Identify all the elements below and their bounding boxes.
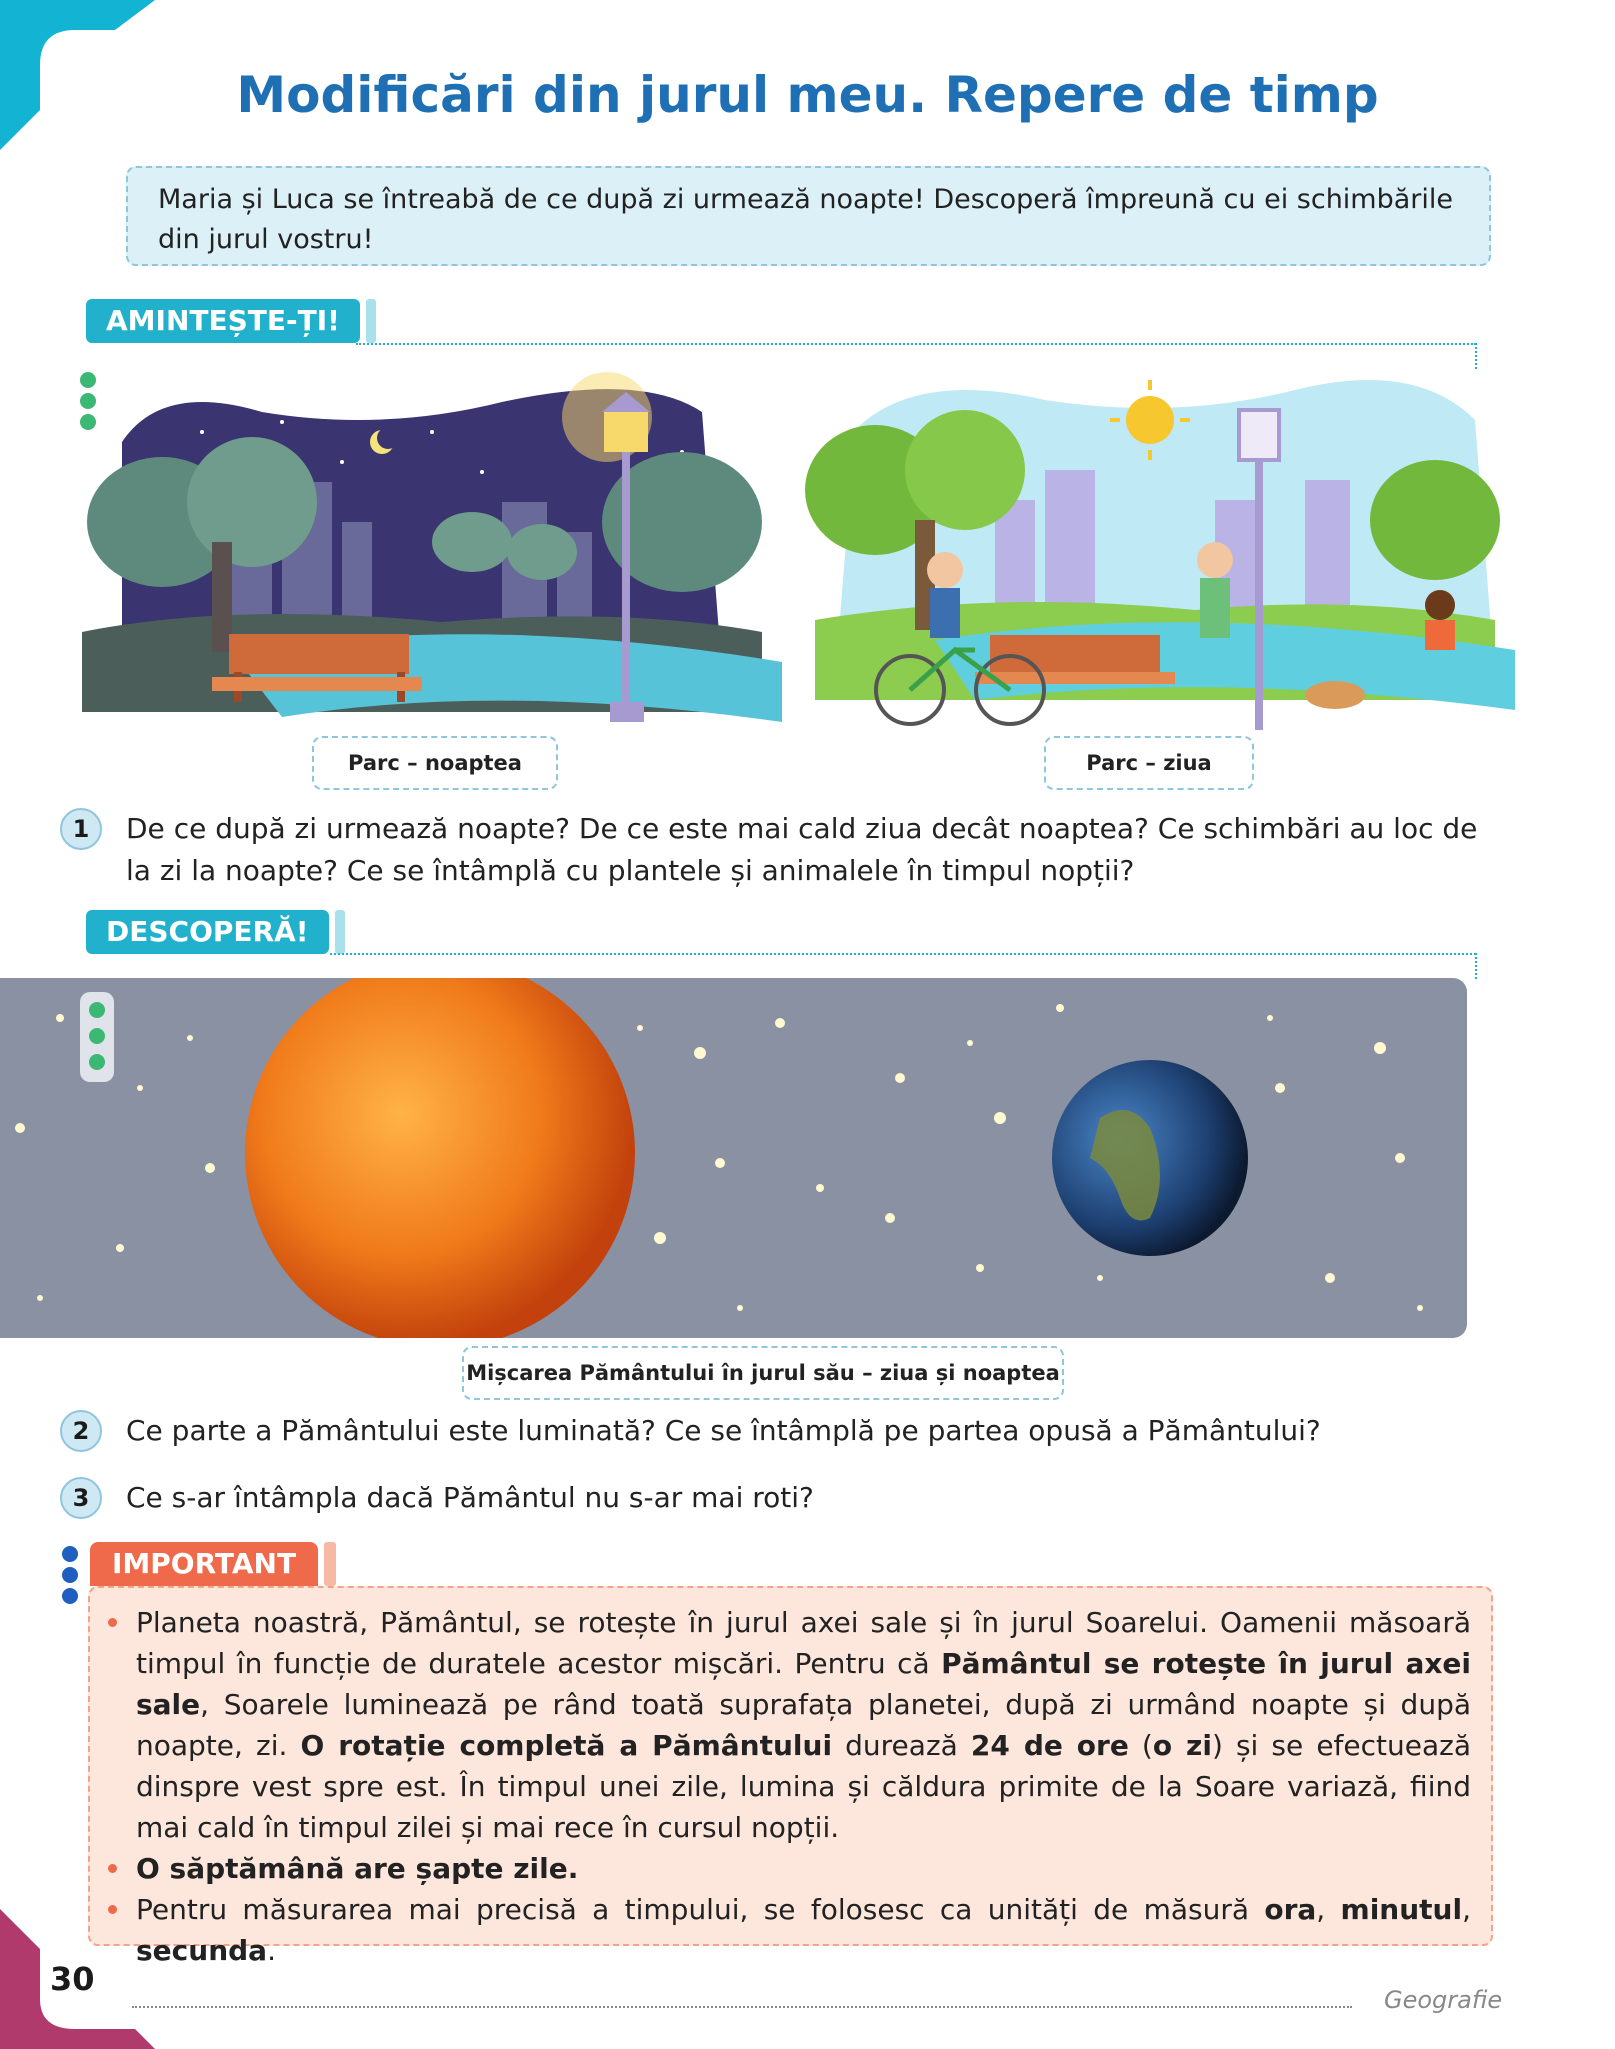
night-park-illustration [82, 372, 782, 742]
question-text: Ce s-ar întâmpla dacă Pământul nu s-ar mai roti? [126, 1481, 814, 1514]
question-text: Ce parte a Pământului este luminată? Ce se întâmplă pe partea opusă a Pământului? [126, 1414, 1321, 1447]
section-divider-end [1475, 953, 1477, 979]
day-park-caption: Parc – ziua [1044, 736, 1254, 790]
question-1 [60, 808, 1500, 892]
question-2 [60, 1410, 1500, 1452]
space-caption: Mișcarea Pământului în jurul său – ziua și noaptea [462, 1346, 1064, 1400]
page-title: Modificări din jurul meu. Repere de timp [236, 66, 1379, 124]
question-number: 2 [60, 1410, 102, 1452]
page-number: 30 [50, 1960, 95, 1998]
question-text: De ce după zi urmează noapte? De ce este mai cald ziua decât noaptea? Ce schimbări au loc de la zi la noapte? Ce se întâmplă cu plantele și animalele în timpul nopții? [126, 812, 1478, 887]
important-bullet-week: O săptămână are șapte zile. [136, 1848, 1471, 1889]
footer-divider [132, 2006, 1352, 2008]
question-number: 3 [60, 1477, 102, 1519]
important-bullet-rotation: Planeta noastră, Pământul, se rotește în jurul axei sale și în jurul Soarelui. Oamenii măsoară timpul în funcție de duratele acestor mișcări. Pentru că Pământul se rotește în jurul axei sale, Soarele luminează pe rând toată suprafața planetei, după zi urmând noapte și după noapte, zi. O rotație completă a Pământului durează 24 de ore (o zi) și se efectuează dinspre vest spre est. În timpul unei zile, lumina și căldura primite de la Soare variază, fiind mai cald în timpul zilei și mai rece în cursul nopții. [136, 1602, 1471, 1848]
sun-earth-illustration [0, 978, 1467, 1338]
section-label-remember: AMINTEȘTE-ȚI! [86, 299, 360, 343]
important-box [88, 1586, 1493, 1967]
section-divider [330, 953, 1476, 955]
footer-subject: Geografie [1384, 1986, 1503, 2014]
important-label: IMPORTANT [90, 1542, 318, 1586]
section-divider [356, 343, 1476, 345]
night-park-caption: Parc – noaptea [312, 736, 558, 790]
traffic-light-icon [80, 992, 114, 1082]
important-marker-dots [62, 1546, 78, 1609]
section-label-discover: DESCOPERĂ! [86, 910, 329, 954]
day-park-illustration [795, 350, 1515, 750]
important-bullet-units: Pentru măsurarea mai precisă a timpului, se folosesc ca unități de măsură ora, minutul, secunda. [136, 1889, 1471, 1971]
intro-box: Maria și Luca se întreabă de ce după zi urmează noapte! Descoperă împreună cu ei schimbările din jurul vostru! [126, 166, 1491, 266]
question-number: 1 [60, 808, 102, 850]
question-3 [60, 1477, 1500, 1519]
